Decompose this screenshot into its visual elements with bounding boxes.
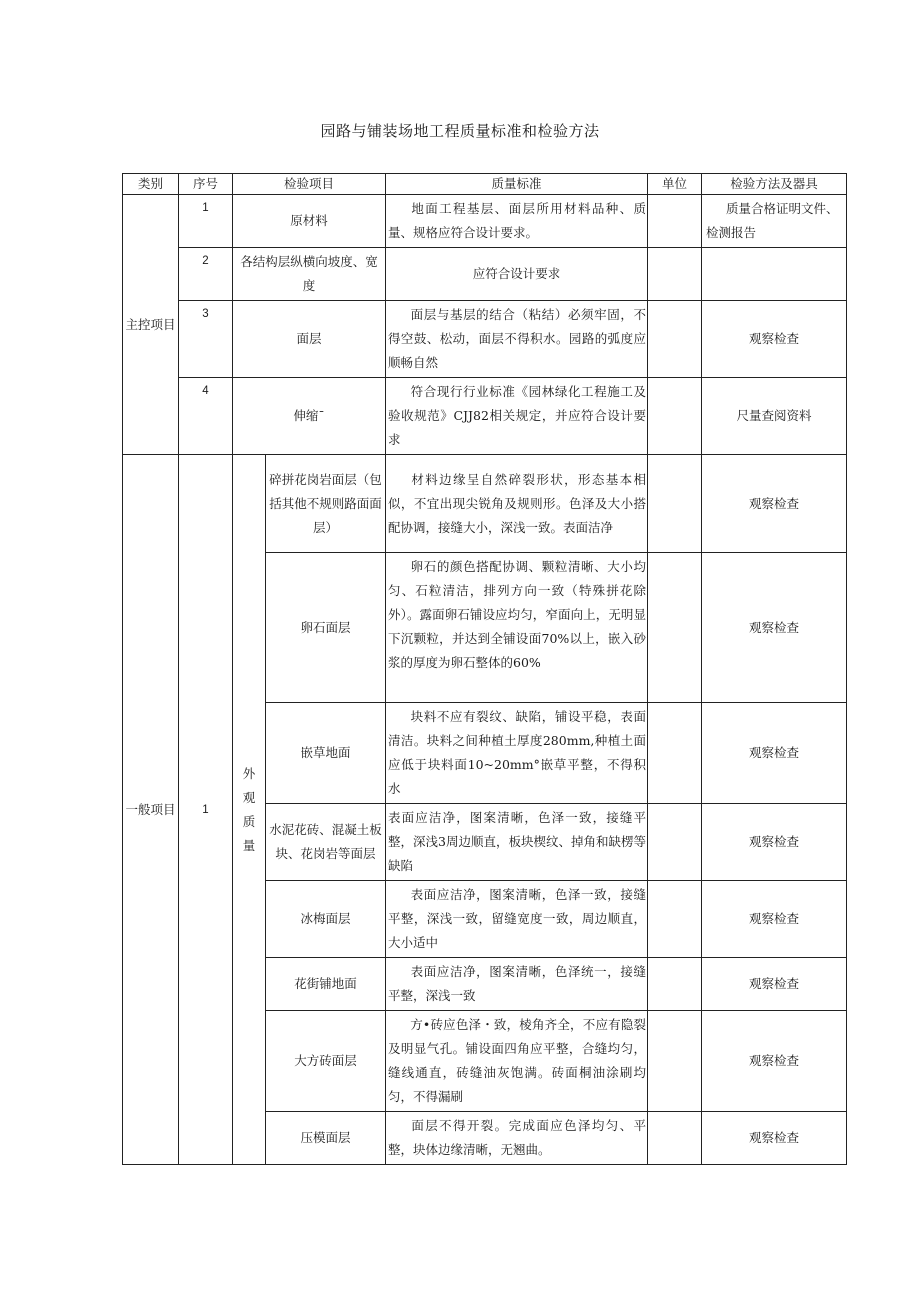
- item-cell: 大方砖面层: [266, 1011, 386, 1112]
- unit-cell: [648, 804, 702, 881]
- seq-cell: 4: [179, 378, 233, 455]
- standard-cell: 表面应洁净，图案清晰，色泽统一，接缝平整，深浅一致: [386, 958, 648, 1011]
- method-cell: 尺量查阅资料: [702, 378, 847, 455]
- category-main: 主控项目: [123, 195, 179, 455]
- header-item: 检验项目: [233, 174, 386, 195]
- header-unit: 单位: [648, 174, 702, 195]
- table-row: [123, 378, 847, 455]
- standard-cell: 面层不得开裂。完成面应色泽均匀、平整，块体边缘清晰，无翘曲。: [386, 1112, 648, 1165]
- item-cell: 面层: [233, 301, 386, 378]
- unit-cell: [648, 881, 702, 958]
- standard-cell: 面层与基层的结合（粘结）必须牢固，不得空鼓、松动，面层不得积水。园路的弧度应顺畅自然: [386, 301, 648, 378]
- item-cell: 水泥花砖、混凝土板块、花岗岩等面层: [266, 804, 386, 881]
- item-cell: 嵌草地面: [266, 703, 386, 804]
- item-cell: 伸缩ˉ: [233, 378, 386, 455]
- standard-cell: 表面应洁净，图案清晰，色泽一致，接缝平整，深浅3周边顺直，板块楔纹、掉角和缺楞等缺陷: [386, 804, 648, 881]
- unit-cell: [648, 1011, 702, 1112]
- method-cell: 观察检查: [702, 301, 847, 378]
- seq-cell: 2: [179, 248, 233, 301]
- seq-cell: 1: [179, 195, 233, 248]
- standard-cell: 材料边缘呈自然碎裂形状，形态基本相似，不宜出现尖锐角及规则形。色泽及大小搭配协调，接缝大小，深浅一致。表面洁净: [386, 455, 648, 553]
- standard-cell: 符合现行行业标准《园林绿化工程施工及验收规范》CJJ82相关规定，并应符合设计要求: [386, 378, 648, 455]
- header-seq: 序号: [179, 174, 233, 195]
- unit-cell: [648, 703, 702, 804]
- method-cell: 观察检查: [702, 703, 847, 804]
- unit-cell: [648, 195, 702, 248]
- standard-cell: 表面应洁净，图案清晰，色泽一致，接缝平整，深浅一致，留缝宽度一致，周边顺直，大小适中: [386, 881, 648, 958]
- header-method: 检验方法及器具: [702, 174, 847, 195]
- method-cell: 观察检查: [702, 1112, 847, 1165]
- item-cell: 卵石面层: [266, 553, 386, 703]
- standard-cell: 应符合设计要求: [386, 248, 648, 301]
- standard-cell: 方•砖应色泽・致，棱角齐全，不应有隐裂及明显气孔。铺设面四角应平整，合缝均匀，缝线通直，砖缝油灰饱满。砖面桐油涂刷均匀，不得漏刷: [386, 1011, 648, 1112]
- method-cell: 观察检查: [702, 881, 847, 958]
- method-cell: [702, 248, 847, 301]
- table-row: [123, 248, 847, 301]
- method-cell: 观察检查: [702, 1011, 847, 1112]
- method-cell: 观察检查: [702, 804, 847, 881]
- unit-cell: [648, 958, 702, 1011]
- method-cell: 观察检查: [702, 958, 847, 1011]
- category-general: 一般项目: [123, 455, 179, 1165]
- unit-cell: [648, 301, 702, 378]
- item-cell: 花街铺地面: [266, 958, 386, 1011]
- unit-cell: [648, 378, 702, 455]
- method-cell: 观察检查: [702, 553, 847, 703]
- unit-cell: [648, 553, 702, 703]
- method-cell: 质量合格证明文件、检测报告: [702, 195, 847, 248]
- seq-cell-general: 1: [179, 455, 233, 1165]
- method-cell: 观察检查: [702, 455, 847, 553]
- page-title: 园路与铺装场地工程质量标准和检验方法: [320, 122, 600, 140]
- header-category: 类别: [123, 174, 179, 195]
- standard-cell: 地面工程基层、面层所用材料品种、质量、规格应符合设计要求。: [386, 195, 648, 248]
- standard-cell: 卵石的颜色搭配协调、颗粒清晰、大小均匀、石粒清洁，排列方向一致（特殊拼花除外）。露面卵石铺设应均匀，窄面向上，无明显下沉颗粒，并达到全铺设面70%以上，嵌入砂浆的厚度为卵石整体的60%: [386, 553, 648, 703]
- seq-cell: 3: [179, 301, 233, 378]
- table-row: [123, 455, 847, 553]
- group-cell-appearance: 外观质量: [233, 455, 266, 1165]
- unit-cell: [648, 455, 702, 553]
- item-cell: 各结构层纵横向坡度、宽度: [233, 248, 386, 301]
- unit-cell: [648, 1112, 702, 1165]
- item-cell: 冰梅面层: [266, 881, 386, 958]
- table-row: [123, 301, 847, 378]
- item-cell: 原材料: [233, 195, 386, 248]
- table-row: [123, 195, 847, 248]
- header-row: [123, 174, 847, 195]
- quality-standards-table: [122, 173, 847, 1165]
- item-cell: 压模面层: [266, 1112, 386, 1165]
- standard-cell: 块料不应有裂纹、缺陷，铺设平稳，表面清洁。块料之间种植土厚度280mm,种植土面应低于块料面10~20mm°嵌草平整，不得积水: [386, 703, 648, 804]
- header-standard: 质量标准: [386, 174, 648, 195]
- item-cell: 碎拼花岗岩面层（包括其他不规则路面面层）: [266, 455, 386, 553]
- unit-cell: [648, 248, 702, 301]
